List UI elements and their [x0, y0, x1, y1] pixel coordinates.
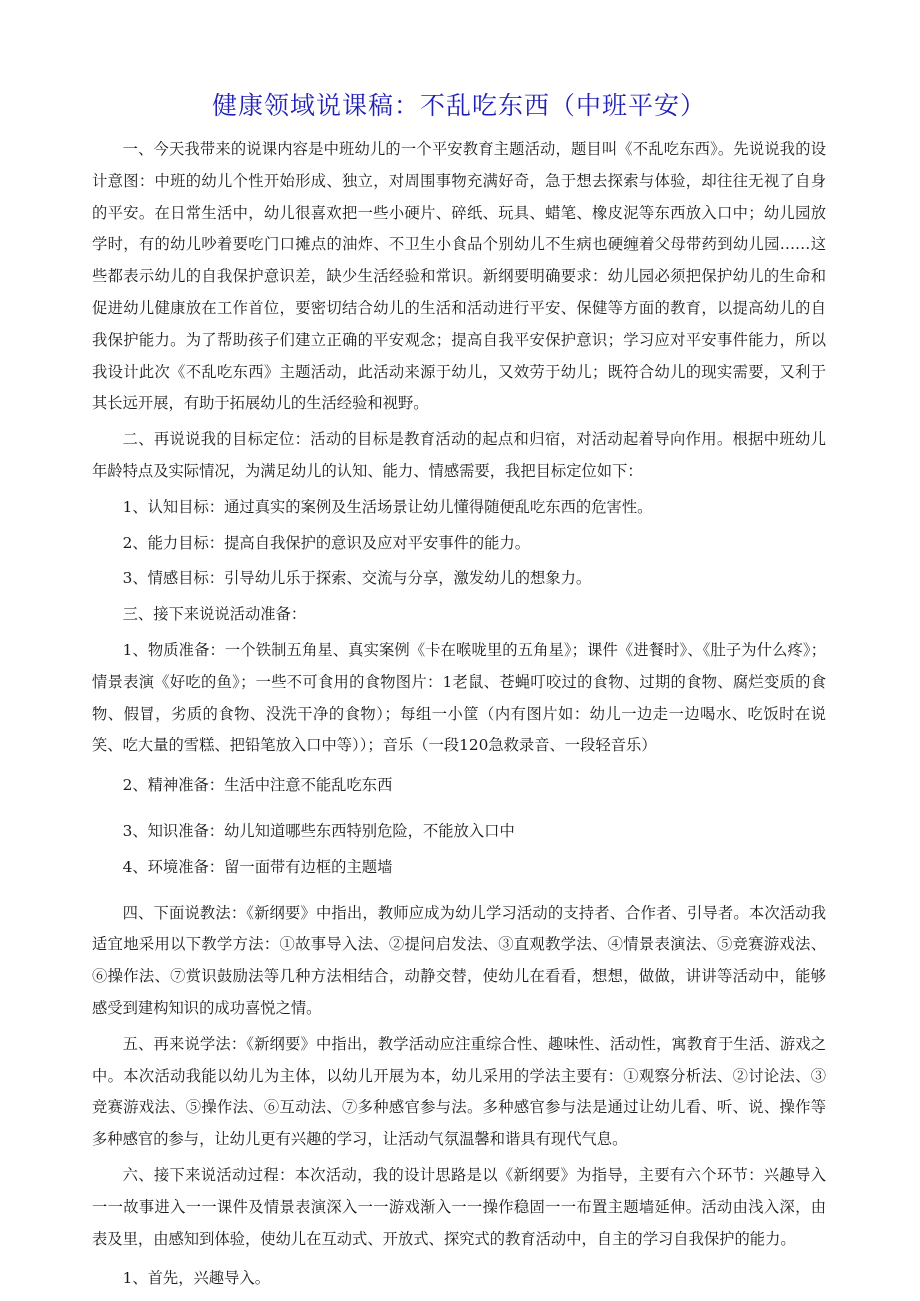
document-title: 健康领域说课稿：不乱吃东西（中班平安）	[211, 91, 706, 120]
goal-emotion: 3、情感目标：引导幼儿乐于探索、交流与分享，激发幼儿的想象力。	[122, 569, 592, 588]
preparation-knowledge: 3、知识准备：幼儿知道哪些东西特别危险，不能放入口中	[122, 821, 515, 840]
preparation-material: 1、物质准备：一个铁制五角星、真实案例《卡在喉咙里的五角星》；课件《进餐时》、《肚子为什么疼》；情景表演《好吃的鱼》；一些不可食用的食物图片：1老鼠、苍蝇叮咬过的食物、过期的食物、腐烂变质的食物、假冒，劣质的食物、没洗干净的食物）；每组一小筐（内有图片如：幼儿一边走一边喝水、吃饭时在说笑、吃大量的雪糕、把铅笔放入口中等））；音乐（一段120急救录音、一段轻音乐）	[92, 640, 826, 755]
paragraph-learning-methods: 五、再来说学法：《新纲要》中指出，教学活动应注重综合性、趣味性、活动性，寓教育于生活、游戏之中。本次活动我能以幼儿为主体，以幼儿开展为本，幼儿采用的学法主要有：①观察分析法、②讨论法、③竞赛游戏法、⑤操作法、⑥互动法、⑦多种感官参与法。多种感官参与法是通过让幼儿看、听、说、操作等多种感官的参与，让幼儿更有兴趣的学习，让活动气氛温馨和谐具有现代气息。	[92, 1034, 826, 1149]
preparation-mental: 2、精神准备：生活中注意不能乱吃东西	[122, 776, 393, 795]
preparation-environment: 4、环境准备：留一面带有边框的主题墙	[122, 857, 393, 876]
paragraph-activity-process: 六、接下来说活动过程：本次活动，我的设计思路是以《新纲要》为指导，主要有六个环节：兴趣导入一一故事进入一一课件及情景表演深入一一游戏渐入一一操作稳固一一布置主题墙延伸。活动由浅入深，由表及里，由感知到体验，使幼儿在互动式、开放式、探究式的教育活动中，自主的学习自我保护的能力。	[92, 1165, 826, 1248]
paragraph-goal-intro: 二、再说说我的目标定位：活动的目标是教育活动的起点和归宿，对活动起着导向作用。根据中班幼儿年龄特点及实际情况，为满足幼儿的认知、能力、情感需要，我把目标定位如下：	[92, 430, 826, 480]
paragraph-teaching-methods: 四、下面说教法：《新纲要》中指出，教师应成为幼儿学习活动的支持者、合作者、引导者。本次活动我适宜地采用以下教学方法：①故事导入法、②提问启发法、③直观教学法、④情景表演法、⑤竞赛游戏法、⑥操作法、⑦赏识鼓励法等几种方法相结合，动静交替，使幼儿在看看，想想，做做，讲讲等活动中，能够感受到建构知识的成功喜悦之情。	[92, 903, 826, 1017]
process-step-1: 1、首先，兴趣导入。	[122, 1269, 270, 1288]
goal-cognitive: 1、认知目标：通过真实的案例及生活场景让幼儿懂得随便乱吃东西的危害性。	[122, 497, 653, 516]
goal-ability: 2、能力目标：提高自我保护的意识及应对平安事件的能力。	[122, 533, 531, 552]
paragraph-preparation-intro: 三、接下来说说活动准备：	[122, 605, 307, 624]
paragraph-design-intent: 一、今天我带来的说课内容是中班幼儿的一个平安教育主题活动，题目叫《不乱吃东西》。先说说我的设计意图：中班的幼儿个性开始形成、独立，对周围事物充满好奇，急于想去探索与体验，却往往无视了自身的平安。在日常生活中，幼儿很喜欢把一些小硬片、碎纸、玩具、蜡笔、橡皮泥等东西放入口中；幼儿园放学时，有的幼儿吵着要吃门口摊点的油炸、不卫生小食品个别幼儿不生病也硬缠着父母带药到幼儿园……这些都表示幼儿的自我保护意识差，缺少生活经验和常识。新纲要明确要求：幼儿园必须把保护幼儿的生命和促进幼儿健康放在工作首位，要密切结合幼儿的生活和活动进行平安、保健等方面的教育，以提高幼儿的自我保护能力。为了帮助孩子们建立正确的平安观念；提高自我平安保护意识；学习应对平安事件能力，所以我设计此次《不乱吃东西》主题活动，此活动来源于幼儿，又效劳于幼儿；既符合幼儿的现实需要，又利于其长远开展，有助于拓展幼儿的生活经验和视野。	[92, 140, 826, 413]
